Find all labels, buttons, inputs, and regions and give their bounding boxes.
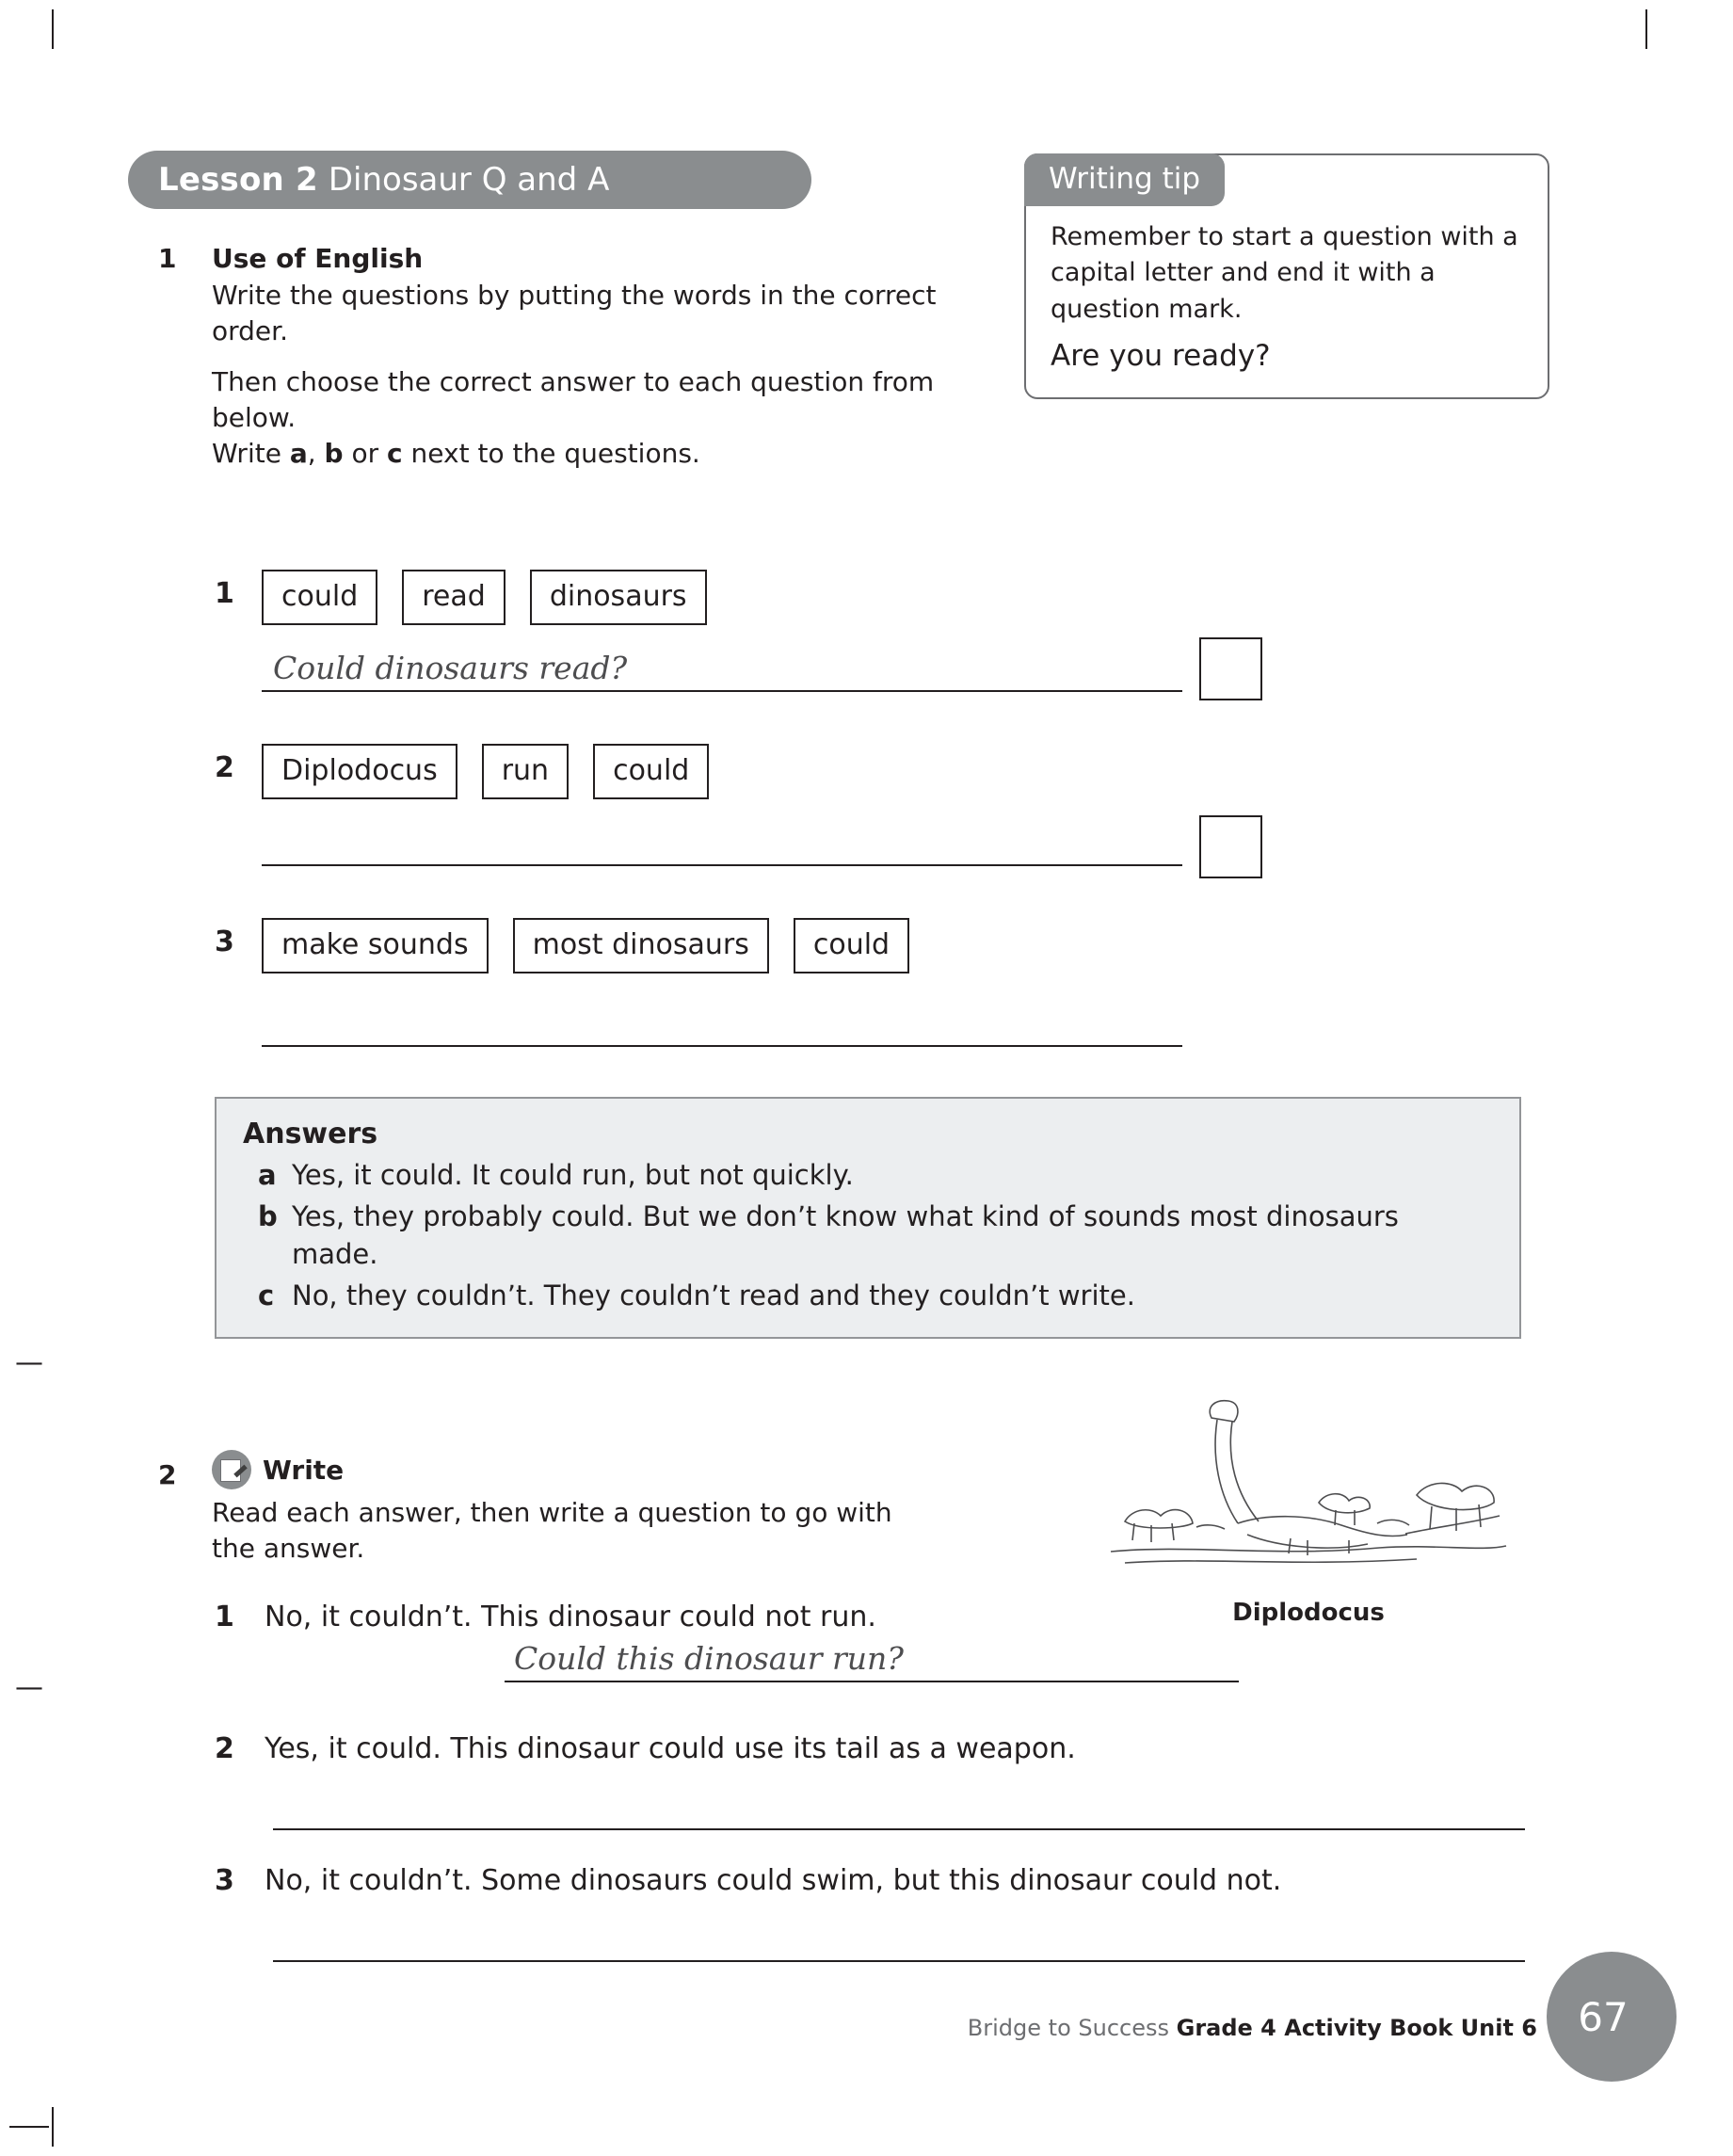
writing-tip-body: Remember to start a question with a capital letter and end it with a question mark. <box>1051 222 1518 324</box>
question-row-3 <box>215 918 1156 973</box>
crop-mark-top-right <box>1645 9 1647 49</box>
question-1-number: 1 <box>215 577 234 610</box>
exercise-2-heading <box>212 1450 911 1489</box>
word-card[interactable]: could <box>593 744 709 799</box>
lesson-number: Lesson 2 <box>158 161 318 199</box>
answers-panel <box>215 1097 1521 1339</box>
dinosaur-figure <box>1106 1382 1511 1627</box>
question-2-number: 2 <box>215 751 234 784</box>
write-item-2 <box>215 1732 1523 1765</box>
exercise-2-instruction: Read each answer, then write a question to go with the answer. <box>212 1497 892 1565</box>
exercise-1-number: 1 <box>158 243 177 274</box>
write-item-3 <box>215 1864 1523 1897</box>
option-letter-b: b <box>324 438 344 470</box>
word-card[interactable]: most dinosaurs <box>513 918 769 973</box>
footer-book: Grade 4 Activity Book Unit 6 <box>1176 2015 1537 2041</box>
question-3-answer-line[interactable] <box>262 1045 1182 1047</box>
question-2-word-strip <box>262 744 1156 799</box>
write-item-3-text: No, it couldn’t. Some dinosaurs could swim, but this dinosaur could not. <box>265 1864 1282 1897</box>
writing-tip-example: Are you ready? <box>1051 338 1271 373</box>
answers-panel-title: Answers <box>243 1118 378 1150</box>
pencil-write-icon <box>212 1450 251 1489</box>
answer-key-b: b <box>258 1200 278 1233</box>
exercise-1-line-1: Write the questions by putting the words in the correct order. <box>212 280 937 347</box>
exercise-2 <box>158 1450 911 1567</box>
page-number: 67 <box>1578 1993 1629 2040</box>
word-card[interactable]: run <box>482 744 569 799</box>
write-item-2-answer-line[interactable] <box>273 1828 1525 1830</box>
writing-tip-box <box>1024 153 1549 399</box>
margin-mark-bottom: — <box>15 1671 43 1704</box>
question-row-2 <box>215 744 1156 799</box>
exercise-1-line-3-prefix: Write <box>212 438 290 470</box>
lesson-title: Dinosaur Q and A <box>328 161 610 199</box>
answer-text-b: Yes, they probably could. But we don’t know what kind of sounds most dinosaurs made. <box>292 1200 1399 1271</box>
exercise-1-comma: , <box>307 438 325 470</box>
write-item-2-text: Yes, it could. This dinosaur could use its tail as a weapon. <box>265 1732 1076 1765</box>
write-item-1-text: No, it couldn’t. This dinosaur could not run. <box>265 1601 876 1633</box>
question-1-answer-line[interactable] <box>262 690 1182 692</box>
write-item-1-written-answer: Could this dinosaur run? <box>514 1640 904 1677</box>
exercise-1-line-2: Then choose the correct answer to each question from below. <box>212 366 935 434</box>
option-letter-a: a <box>289 438 308 470</box>
write-item-2-number: 2 <box>215 1732 234 1765</box>
diplodocus-illustration <box>1106 1382 1511 1589</box>
exercise-1-or: or <box>343 438 388 470</box>
exercise-1-line-3-suffix: next to the questions. <box>402 438 700 470</box>
word-card[interactable]: dinosaurs <box>530 570 707 625</box>
footer <box>968 2015 1537 2041</box>
writing-tip-label: Writing tip <box>1024 153 1225 206</box>
crop-mark-bottom-left <box>52 2107 54 2147</box>
option-letter-c: c <box>387 438 403 470</box>
answer-text-c: No, they couldn’t. They couldn’t read and they couldn’t write. <box>292 1279 1135 1312</box>
footer-series: Bridge to Success <box>967 2015 1169 2041</box>
word-card[interactable]: read <box>402 570 505 625</box>
exercise-2-number: 2 <box>158 1459 177 1490</box>
margin-mark-top: — <box>15 1346 43 1379</box>
answer-key-a: a <box>258 1159 277 1191</box>
answer-option-c <box>243 1277 1493 1314</box>
question-2-answer-line[interactable] <box>262 864 1182 866</box>
question-1-word-strip <box>262 570 1156 625</box>
word-card[interactable]: could <box>262 570 377 625</box>
answer-text-a: Yes, it could. It could run, but not quickly. <box>292 1159 854 1191</box>
write-item-3-answer-line[interactable] <box>273 1960 1525 1962</box>
write-item-1-number: 1 <box>215 1601 234 1633</box>
lesson-header-pill <box>128 151 811 209</box>
page-number-badge <box>1547 1952 1677 2082</box>
word-card[interactable]: Diplodocus <box>262 744 457 799</box>
crop-mark-top-left <box>52 9 54 49</box>
exercise-1-line-3 <box>212 436 987 472</box>
figure-caption: Diplodocus <box>1232 1599 1385 1627</box>
write-item-1-answer-line[interactable] <box>505 1681 1239 1682</box>
question-3-number: 3 <box>215 925 234 958</box>
word-card[interactable]: make sounds <box>262 918 489 973</box>
answer-option-a <box>243 1156 1493 1194</box>
exercise-1-heading: Use of English <box>212 243 424 274</box>
question-row-1 <box>215 570 1156 686</box>
question-1-written-answer: Could dinosaurs read? <box>273 650 628 686</box>
answer-key-c: c <box>258 1279 275 1312</box>
question-2-letter-box[interactable] <box>1199 815 1262 878</box>
question-1-letter-box[interactable] <box>1199 637 1262 700</box>
answer-option-b <box>243 1198 1493 1273</box>
word-card[interactable]: could <box>794 918 909 973</box>
write-item-3-number: 3 <box>215 1864 234 1897</box>
question-3-word-strip <box>262 918 1156 973</box>
crop-mark-bottom-left-h <box>9 2126 49 2128</box>
exercise-2-label: Write <box>263 1454 345 1486</box>
exercise-1 <box>158 243 987 472</box>
